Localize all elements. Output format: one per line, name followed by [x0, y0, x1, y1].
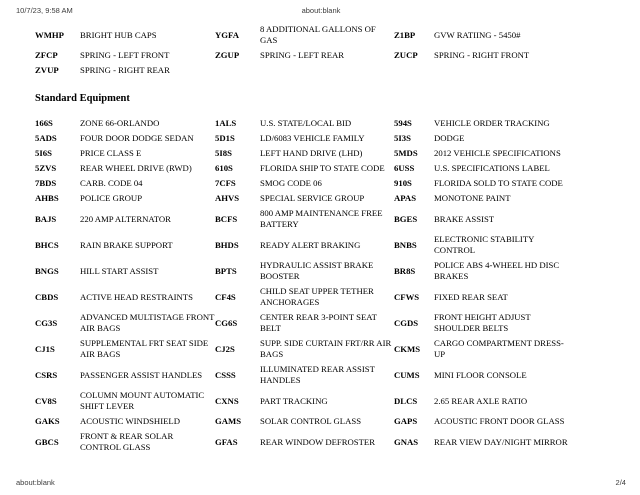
equipment-description: SUPP. SIDE CURTAIN FRT/RR AIR BAGS — [260, 338, 392, 359]
equipment-description: CENTER REAR 3-POINT SEAT BELT — [260, 312, 377, 333]
equipment-code: 5D1S — [215, 133, 235, 143]
equipment-code: GFAS — [215, 436, 238, 447]
equipment-code: APAS — [394, 193, 417, 203]
equipment-description: SPRING - LEFT FRONT — [80, 50, 170, 60]
equipment-description: BRIGHT HUB CAPS — [80, 29, 157, 40]
equipment-code: BAJS — [35, 213, 57, 224]
equipment-code: CSSS — [215, 369, 236, 380]
equipment-code: CJ1S — [35, 343, 55, 354]
equipment-description: CARB. CODE 04 — [80, 178, 143, 188]
equipment-code: CSRS — [35, 369, 58, 380]
equipment-code: BNBS — [394, 239, 417, 250]
equipment-code: 610S — [215, 163, 233, 173]
equipment-description: FRONT & REAR SOLAR CONTROL GLASS — [80, 431, 174, 452]
equipment-code: 594S — [394, 118, 412, 128]
table-row — [35, 48, 573, 63]
equipment-code: CG3S — [35, 317, 58, 328]
equipment-description: ACTIVE HEAD RESTRAINTS — [80, 291, 193, 302]
equipment-description: ELECTRONIC STABILITY CONTROL — [434, 234, 535, 255]
equipment-description: BRAKE ASSIST — [434, 213, 495, 224]
equipment-code: CGDS — [394, 317, 419, 328]
equipment-code: CKMS — [394, 343, 421, 354]
table-row — [35, 362, 573, 388]
equipment-code — [394, 63, 434, 78]
equipment-description: POLICE GROUP — [80, 193, 143, 203]
print-footer — [16, 478, 626, 487]
equipment-code: CJ2S — [215, 343, 235, 354]
equipment-code: 5I6S — [35, 148, 52, 158]
equipment-description: PRICE CLASS E — [80, 148, 142, 158]
equipment-description: POLICE ABS 4-WHEEL HD DISC BRAKES — [434, 260, 560, 281]
equipment-code: BHDS — [215, 239, 239, 250]
equipment-description: FOUR DOOR DODGE SEDAN — [80, 133, 194, 143]
equipment-description: SPRING - LEFT REAR — [260, 50, 345, 60]
equipment-description: REAR VIEW DAY/NIGHT MIRROR — [434, 436, 568, 447]
equipment-description — [260, 63, 394, 78]
equipment-description: FIXED REAR SEAT — [434, 291, 508, 302]
table-row — [35, 22, 573, 48]
table-row — [35, 258, 573, 284]
equipment-description — [434, 63, 573, 78]
equipment-description: RAIN BRAKE SUPPORT — [80, 239, 173, 250]
equipment-description: ZONE 66-ORLANDO — [80, 118, 160, 128]
equipment-code: ZUCP — [394, 50, 418, 60]
equipment-code: BNGS — [35, 265, 59, 276]
equipment-description: SUPPLEMENTAL FRT SEAT SIDE AIR BAGS — [80, 338, 209, 359]
equipment-code: ZGUP — [215, 50, 240, 60]
table-row — [35, 388, 573, 414]
equipment-description: HILL START ASSIST — [80, 265, 159, 276]
table-row — [35, 191, 573, 206]
equipment-description: GVW RATIING - 5450# — [434, 29, 521, 40]
table-row — [35, 116, 573, 131]
equipment-description: CARGO COMPARTMENT DRESS-UP — [434, 338, 564, 359]
equipment-code: BPTS — [215, 265, 237, 276]
equipment-description: PART TRACKING — [260, 395, 328, 406]
equipment-description: ACOUSTIC FRONT DOOR GLASS — [434, 416, 565, 426]
print-footer-page-indicator: 2/4 — [615, 478, 626, 487]
equipment-code: Z1BP — [394, 29, 416, 40]
equipment-code: CG6S — [215, 317, 238, 328]
equipment-description: REAR WHEEL DRIVE (RWD) — [80, 163, 192, 173]
table-row — [35, 146, 573, 161]
equipment-code: AHVS — [215, 193, 240, 203]
equipment-code: CF4S — [215, 291, 236, 302]
table-row — [35, 161, 573, 176]
equipment-code: BR8S — [394, 265, 416, 276]
table-row — [35, 310, 573, 336]
table-row — [35, 63, 573, 78]
equipment-code: BHCS — [35, 239, 59, 250]
equipment-description: LD/6083 VEHICLE FAMILY — [260, 133, 365, 143]
equipment-code: YGFA — [215, 29, 239, 40]
equipment-description: MINI FLOOR CONSOLE — [434, 369, 527, 380]
equipment-code: CUMS — [394, 369, 420, 380]
equipment-code: GNAS — [394, 436, 419, 447]
equipment-description: SMOG CODE 06 — [260, 178, 322, 188]
equipment-code: WMHP — [35, 29, 64, 40]
equipment-code: GAKS — [35, 416, 60, 426]
equipment-code: 5ADS — [35, 133, 57, 143]
equipment-code: 6USS — [394, 163, 415, 173]
table-row — [35, 176, 573, 191]
equipment-table — [35, 116, 573, 455]
equipment-description: ACOUSTIC WINDSHIELD — [80, 416, 180, 426]
equipment-description: COLUMN MOUNT AUTOMATIC SHIFT LEVER — [80, 390, 205, 411]
equipment-description: READY ALERT BRAKING — [260, 239, 361, 250]
equipment-code: AHBS — [35, 193, 59, 203]
options-table — [35, 22, 573, 78]
equipment-description: 2012 VEHICLE SPECIFICATIONS — [434, 148, 561, 158]
equipment-code: BGES — [394, 213, 418, 224]
equipment-description: LEFT HAND DRIVE (LHD) — [260, 148, 363, 158]
print-header — [16, 6, 626, 15]
equipment-description: CHILD SEAT UPPER TETHER ANCHORAGES — [260, 286, 374, 307]
equipment-description: 8 ADDITIONAL GALLONS OF GAS — [260, 24, 376, 45]
equipment-description: SPECIAL SERVICE GROUP — [260, 193, 365, 203]
equipment-description: U.S. SPECIFICATIONS LABEL — [434, 163, 550, 173]
equipment-description: U.S. STATE/LOCAL BID — [260, 118, 352, 128]
equipment-description: ADVANCED MULTISTAGE FRONT AIR BAGS — [80, 312, 215, 333]
equipment-code: 5MDS — [394, 148, 418, 158]
equipment-description: SPRING - RIGHT FRONT — [434, 50, 530, 60]
equipment-code: CBDS — [35, 291, 59, 302]
table-row — [35, 206, 573, 232]
section-heading: Standard Equipment — [35, 93, 130, 104]
equipment-code — [215, 63, 260, 78]
equipment-code: 910S — [394, 178, 412, 188]
table-row — [35, 284, 573, 310]
equipment-code: ZFCP — [35, 50, 58, 60]
equipment-code: 7BDS — [35, 178, 57, 188]
equipment-description: REAR WINDOW DEFROSTER — [260, 436, 376, 447]
equipment-description: FLORIDA SOLD TO STATE CODE — [434, 178, 563, 188]
table-row — [35, 232, 573, 258]
equipment-description: SPRING - RIGHT REAR — [80, 65, 170, 75]
print-footer-source: about:blank — [16, 478, 55, 487]
equipment-code: GBCS — [35, 436, 59, 447]
equipment-code: BCFS — [215, 213, 238, 224]
print-header-datetime: 10/7/23, 9:58 AM — [16, 6, 73, 15]
equipment-table-body — [35, 116, 573, 455]
equipment-description: 2.65 REAR AXLE RATIO — [434, 395, 528, 406]
equipment-description: MONOTONE PAINT — [434, 193, 511, 203]
equipment-description: PASSENGER ASSIST HANDLES — [80, 369, 203, 380]
equipment-code: 7CFS — [215, 178, 236, 188]
equipment-code: GAMS — [215, 416, 242, 426]
equipment-description: VEHICLE ORDER TRACKING — [434, 118, 550, 128]
table-row — [35, 429, 573, 455]
table-row — [35, 414, 573, 429]
equipment-code: CV8S — [35, 395, 57, 406]
equipment-code: DLCS — [394, 395, 418, 406]
document-content — [35, 22, 622, 455]
equipment-code: 5I3S — [394, 133, 411, 143]
equipment-description: 220 AMP ALTERNATOR — [80, 213, 171, 224]
equipment-code: 166S — [35, 118, 53, 128]
equipment-code: 5ZVS — [35, 163, 57, 173]
print-header-title: about:blank — [301, 6, 341, 15]
equipment-code: 1ALS — [215, 118, 237, 128]
equipment-description: ILLUMINATED REAR ASSIST HANDLES — [260, 364, 375, 385]
equipment-code: CFWS — [394, 291, 420, 302]
table-row — [35, 131, 573, 146]
equipment-description: FLORIDA SHIP TO STATE CODE — [260, 163, 385, 173]
equipment-code: 5I8S — [215, 148, 232, 158]
equipment-code: CXNS — [215, 395, 239, 406]
equipment-description: SOLAR CONTROL GLASS — [260, 416, 362, 426]
table-row — [35, 336, 573, 362]
equipment-code: ZVUP — [35, 65, 59, 75]
equipment-description: FRONT HEIGHT ADJUST SHOULDER BELTS — [434, 312, 531, 333]
options-table-body — [35, 22, 573, 78]
equipment-description: 800 AMP MAINTENANCE FREE BATTERY — [260, 208, 383, 229]
equipment-code: GAPS — [394, 416, 418, 426]
equipment-description: DODGE — [434, 133, 465, 143]
equipment-description: HYDRAULIC ASSIST BRAKE BOOSTER — [260, 260, 374, 281]
